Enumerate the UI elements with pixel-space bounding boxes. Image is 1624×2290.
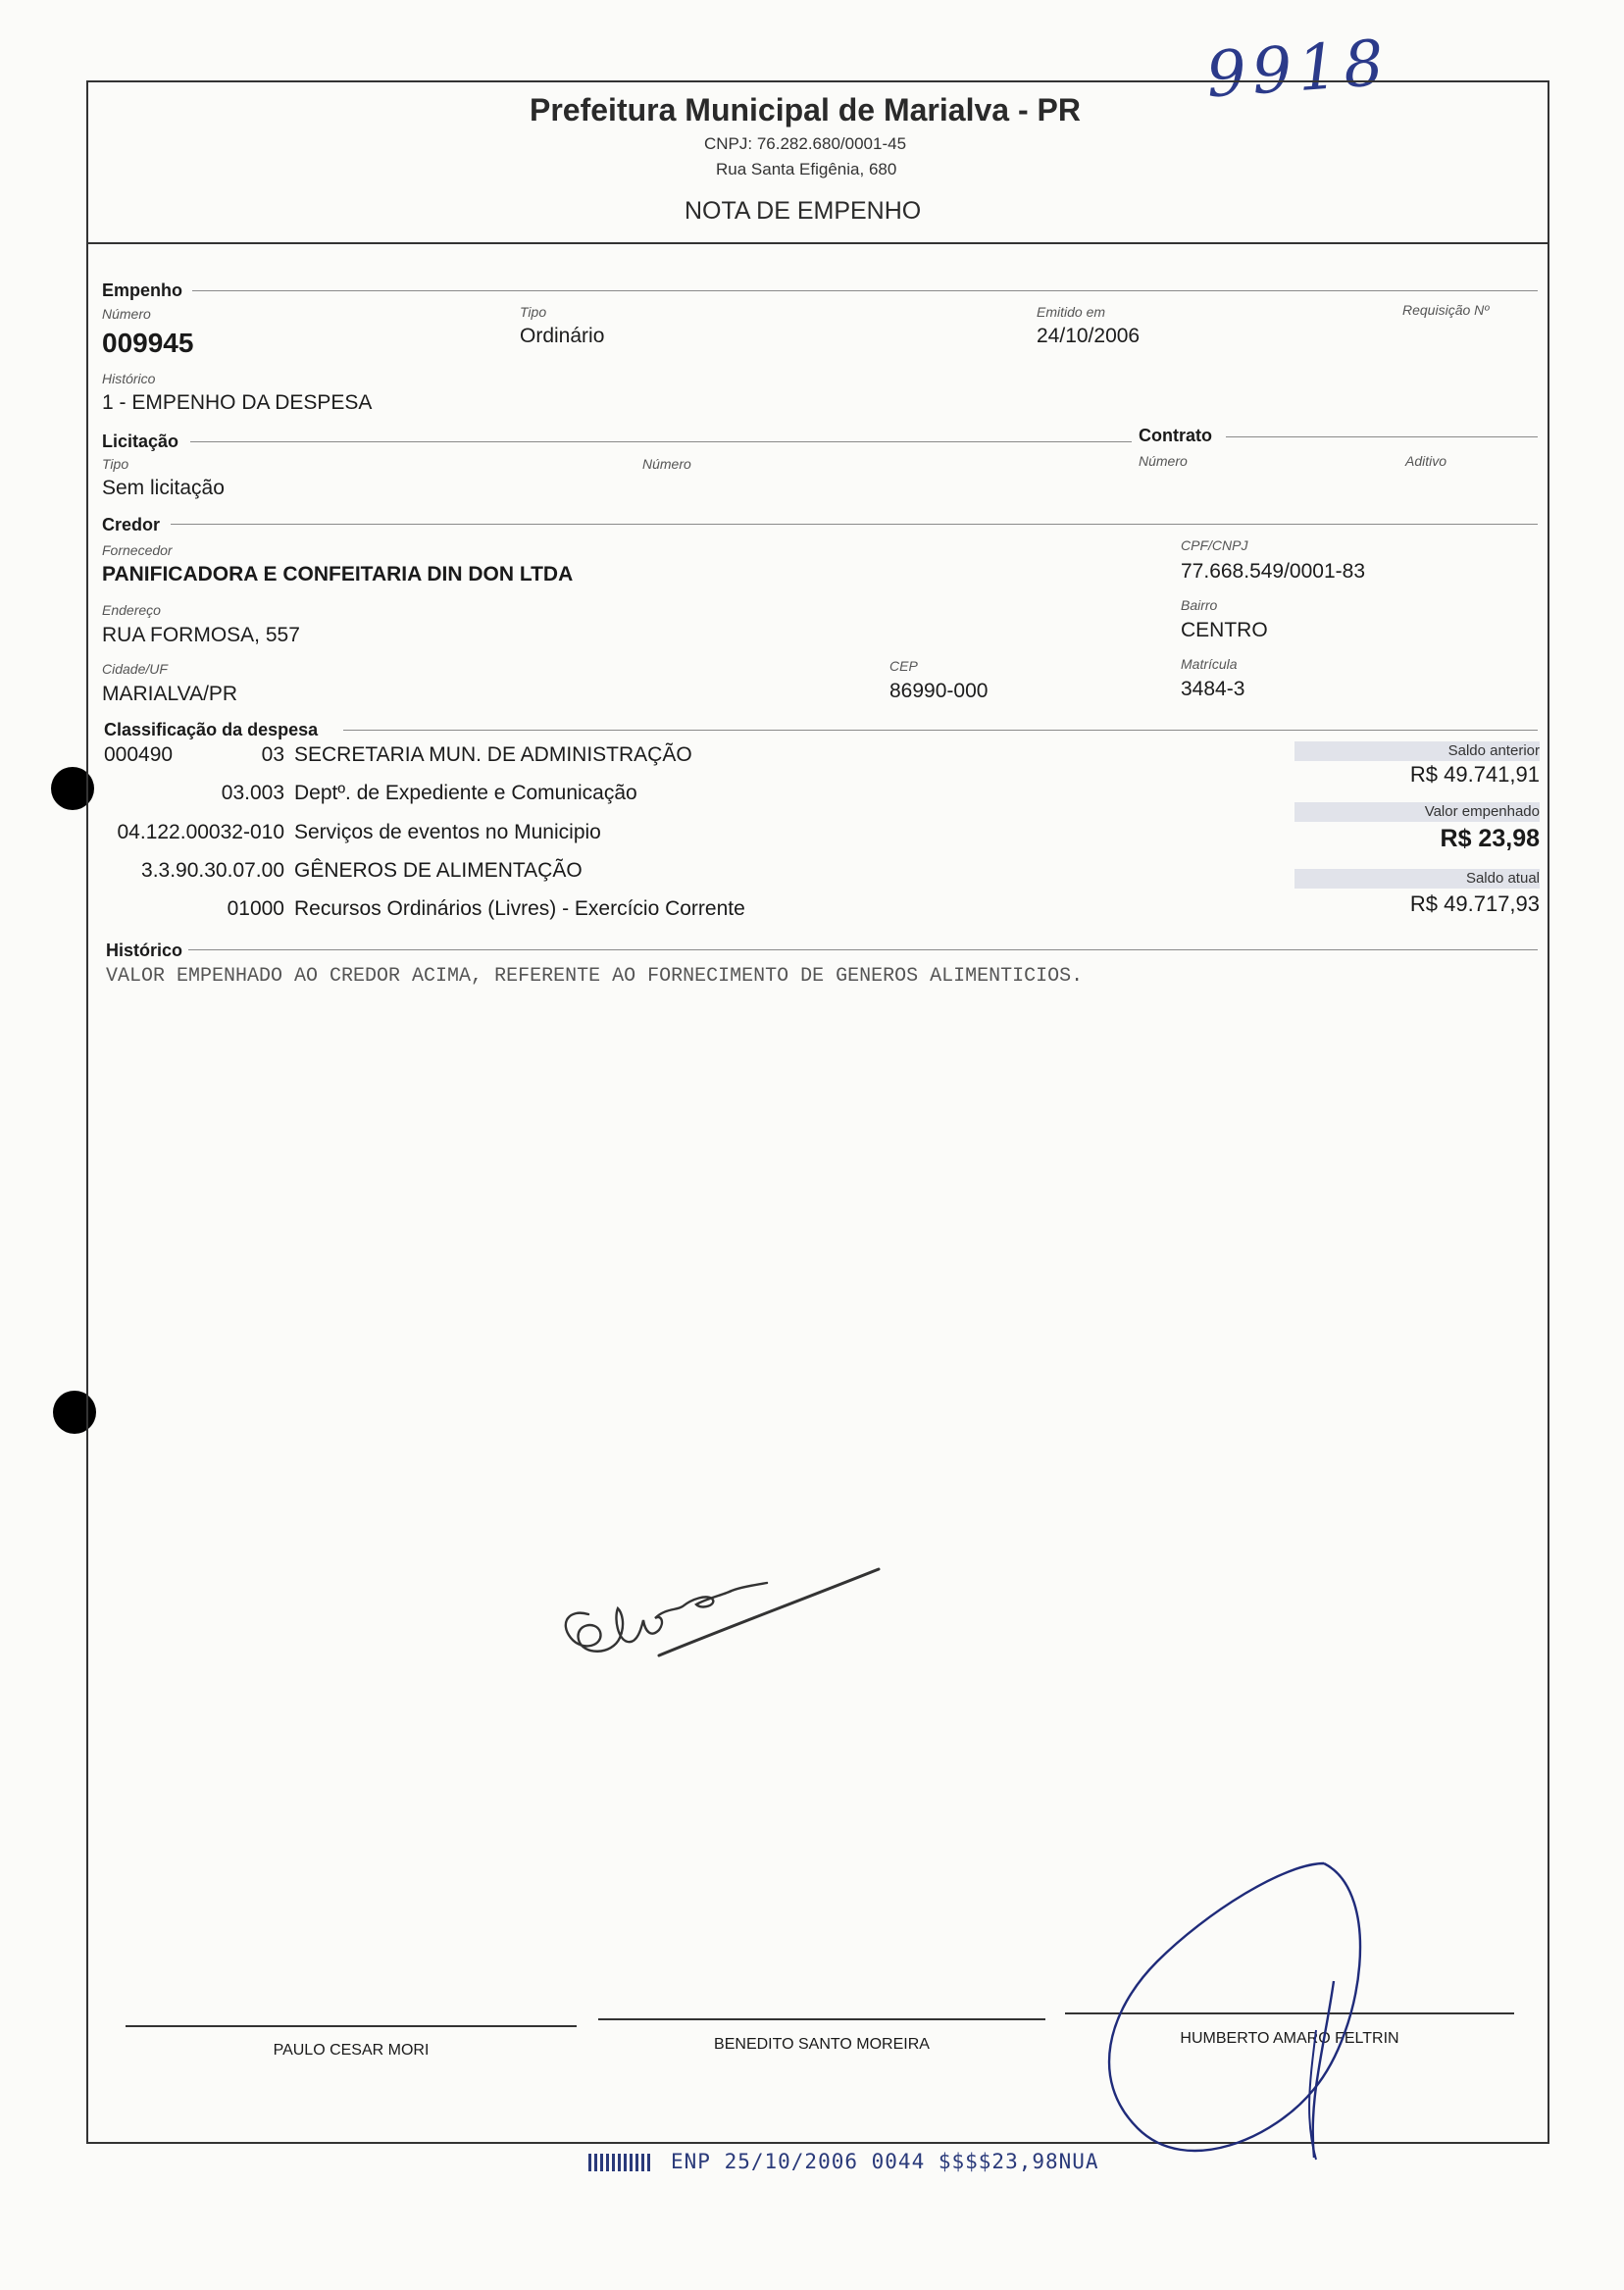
- signatory-3-name: HUMBERTO AMARO FELTRIN: [1180, 2030, 1399, 2047]
- class-row-2-code: 03.003: [221, 782, 284, 804]
- empenho-numero: 009945: [102, 328, 194, 358]
- class-row-1-code2: 03: [261, 743, 284, 766]
- cidade-label: Cidade/UF: [102, 661, 168, 677]
- historico-text: VALOR EMPENHADO AO CREDOR ACIMA, REFERENTE AO FORNECIMENTO DE GENEROS ALIMENTICIOS.: [106, 965, 1084, 988]
- signature-line-1: [126, 2025, 577, 2027]
- valor-empenhado-label: Valor empenhado: [1424, 803, 1540, 820]
- cnpj-line: CNPJ: 76.282.680/0001-45: [704, 134, 907, 153]
- cpf-cnpj: 77.668.549/0001-83: [1181, 560, 1366, 583]
- signature-line-2: [598, 2018, 1045, 2020]
- rule-classificacao: [343, 730, 1538, 731]
- fornecedor-name: PANIFICADORA E CONFEITARIA DIN DON LTDA: [102, 563, 574, 585]
- class-row-5-desc: Recursos Ordinários (Livres) - Exercício Corrente: [294, 897, 745, 920]
- rule-licitacao: [190, 441, 1132, 442]
- class-row-3-desc: Serviços de eventos no Municipio: [294, 821, 601, 843]
- signatory-1-name: PAULO CESAR MORI: [273, 2042, 430, 2059]
- emitido-label: Emitido em: [1037, 304, 1106, 320]
- bairro-label: Bairro: [1181, 597, 1218, 613]
- signatory-2-name: BENEDITO SANTO MOREIRA: [714, 2036, 930, 2053]
- section-empenho: Empenho: [102, 280, 183, 300]
- licitacao-tipo: Sem licitação: [102, 477, 225, 499]
- saldo-anterior: R$ 49.741,91: [1409, 762, 1540, 787]
- endereco-label: Endereço: [102, 602, 161, 618]
- valor-empenhado: R$ 23,98: [1440, 825, 1540, 852]
- rule-credor: [171, 524, 1538, 525]
- rule-empenho: [192, 290, 1538, 291]
- class-row-2-desc: Deptº. de Expediente e Comunicação: [294, 782, 637, 804]
- section-credor: Credor: [102, 515, 161, 534]
- document-title: NOTA DE EMPENHO: [685, 197, 922, 225]
- address-line: Rua Santa Efigênia, 680: [716, 160, 897, 178]
- saldo-atual-label: Saldo atual: [1465, 870, 1540, 887]
- fornecedor-label: Fornecedor: [102, 542, 173, 558]
- section-contrato: Contrato: [1139, 426, 1212, 445]
- empenho-tipo: Ordinário: [520, 325, 605, 347]
- stamp-mark: [588, 2154, 651, 2171]
- cpf-cnpj-label: CPF/CNPJ: [1181, 537, 1248, 553]
- section-historico: Histórico: [106, 941, 183, 960]
- matricula: 3484-3: [1181, 678, 1245, 700]
- section-licitacao: Licitação: [102, 432, 179, 451]
- section-classificacao: Classificação da despesa: [104, 720, 319, 739]
- cep: 86990-000: [889, 680, 989, 702]
- saldo-atual: R$ 49.717,93: [1409, 891, 1540, 916]
- blue-signature: [1089, 1854, 1383, 2167]
- endereco: RUA FORMOSA, 557: [102, 624, 300, 646]
- empenho-historico: 1 - EMPENHO DA DESPESA: [102, 391, 373, 414]
- stamp-text: ENP 25/10/2006 0044 $$$$23,98NUA: [671, 2150, 1099, 2173]
- empenho-tipo-label: Tipo: [520, 304, 547, 320]
- matricula-label: Matrícula: [1181, 656, 1238, 672]
- handwritten-page-number: 9918: [1203, 26, 1393, 113]
- cep-label: CEP: [889, 658, 918, 674]
- page-title: Prefeitura Municipal de Marialva - PR: [530, 92, 1081, 127]
- initials-signature: [549, 1530, 902, 1677]
- cidade: MARIALVA/PR: [102, 683, 238, 705]
- licitacao-tipo-label: Tipo: [102, 456, 129, 472]
- empenho-numero-label: Número: [102, 306, 151, 322]
- emitido-date: 24/10/2006: [1037, 325, 1141, 347]
- saldo-anterior-label: Saldo anterior: [1447, 742, 1540, 759]
- class-row-5-code: 01000: [227, 897, 284, 920]
- contrato-aditivo-label: Aditivo: [1405, 453, 1447, 469]
- requisicao-label: Requisição Nº: [1402, 302, 1490, 318]
- rule-historico: [188, 949, 1538, 950]
- class-row-1-desc: SECRETARIA MUN. DE ADMINISTRAÇÃO: [294, 743, 692, 766]
- class-row-1-code: 000490: [104, 743, 174, 766]
- class-row-4-code: 3.3.90.30.07.00: [141, 859, 284, 882]
- header-separator: [86, 242, 1549, 244]
- bairro: CENTRO: [1181, 619, 1268, 641]
- empenho-historico-label: Histórico: [102, 371, 156, 386]
- contrato-numero-label: Número: [1139, 453, 1188, 469]
- licitacao-numero-label: Número: [642, 456, 691, 472]
- rule-contrato: [1226, 436, 1538, 437]
- class-row-3-code: 04.122.00032-010: [117, 821, 284, 843]
- class-row-4-desc: GÊNEROS DE ALIMENTAÇÃO: [294, 859, 583, 882]
- document-frame: [86, 80, 1549, 2144]
